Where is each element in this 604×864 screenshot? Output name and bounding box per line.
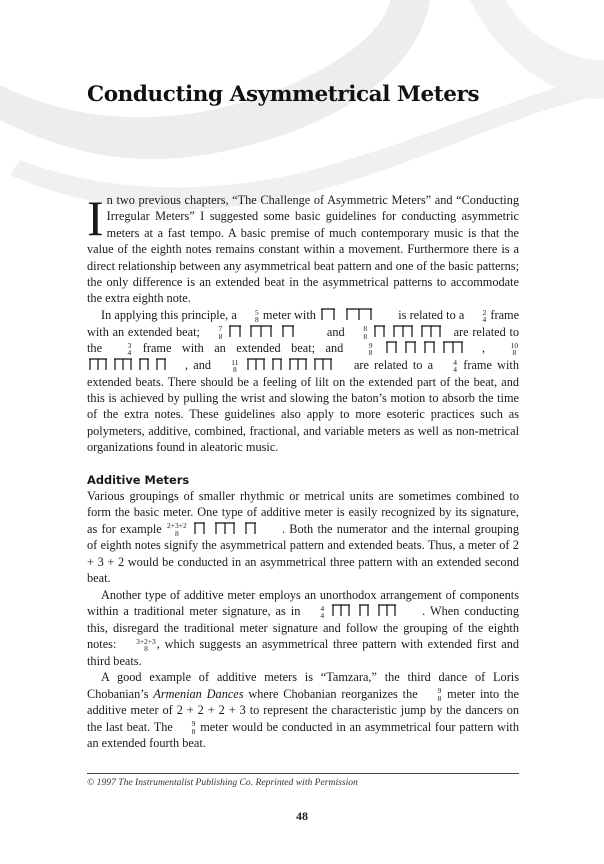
notes-3-2-3-3 [245, 357, 349, 371]
text-run: , and [185, 357, 212, 372]
text-run: frame with extended beats. There should be a feeling of lilt on the extended part of the beat, and this is achieved by pulling the wrist and slowing the baton’s motion to absorb the time of the extra notes. These guidelines also apply to more esoteric practices such as polymeters, additive, combined, fractional, and variable meters as well as non-metrical organizations found in aleatoric music. [87, 357, 519, 455]
meter-3-4: 3 4 [127, 340, 132, 358]
text-run: frame with an extended beat; [87, 307, 520, 339]
footer-divider [87, 773, 519, 774]
text-run: . When conducting this, disregard the traditional meter signature and follow the grouping of the eighth notes: [87, 604, 519, 652]
text-run: are related to a [353, 357, 434, 372]
notes-2-3-3 [372, 324, 450, 338]
notes-3-3-2-2 [87, 357, 185, 371]
watermark-arc-upper [0, 0, 430, 159]
intro-text: n two previous chapters, “The Challenge of Asymmetric Meters” and “Conducting Irregular Meters” I suggested some basic guidelines for conducting asymmetric meters at a fast tempo. A basic premise of much contemporary music is that the value of the eighth notes remains constant within a movement. Furthermore there is a direct relationship between any asymmetrical beat pattern and one of the basic patterns; the only difference is an extended beat in the asymmetrical patterns to accommodate the extra eighth note. [87, 193, 519, 306]
text-run: meter with [262, 307, 316, 322]
notes-2-3-2 [192, 521, 282, 535]
notes-2-3-2 [227, 324, 323, 338]
meter-2-4: 2 4 [482, 307, 487, 325]
text-run: meter into the additive meter of 2 + 2 + 2 + 3 to represent the characteristic jump by the dancers on the last beat. The [87, 686, 519, 734]
text-run: . Both the numerator and the internal grouping of eighth notes signify the asymmetrical pattern and extended beats. Thus, a meter of 2 + 3 + 2 would be conducted in an asymmetrical three pattern with an extended second beat. [87, 521, 519, 586]
meter-10-8: 10 8 [510, 340, 519, 358]
meter-3p2p3-8: 3+2+3 8 [136, 636, 156, 654]
section-heading: Additive Meters [87, 472, 190, 487]
meter-8-8: 8 8 [363, 324, 368, 341]
page-number: 48 [296, 809, 308, 823]
text-run: meter would be conducted in an asymmetrical four pattern with an extended fourth beat. [87, 719, 519, 751]
page-title: Conducting Asymmetrical Meters [87, 82, 480, 107]
additive-paragraph-3 [87, 669, 519, 752]
notes-3-2-3 [330, 603, 422, 617]
text-run: Another type of additive meter employs an unorthodox arrangement of components within a traditional meter signature, as in [87, 587, 519, 619]
meter-2p3p2-8: 2+3+2 8 [166, 521, 187, 538]
meter-4-4: 4 4 [453, 357, 458, 375]
additive-paragraph-1 [87, 488, 519, 587]
meter-5-8: 5 8 [255, 307, 259, 325]
work-title: Armenian Dances [153, 686, 244, 701]
drop-cap: I [87, 190, 104, 246]
notes-2-3 [319, 307, 395, 321]
meter-9-8: 9 8 [437, 686, 442, 703]
text-run: and [326, 324, 345, 339]
text-run: is related to a [398, 307, 465, 322]
notes-2-2-2-3 [384, 340, 482, 354]
text-run: , which suggests an asymmetrical three pattern with extended first and third beats. [87, 637, 519, 668]
meter-7-8: 7 8 [218, 324, 223, 341]
text-run: where Chobanian reorganizes the [248, 686, 418, 701]
copyright-footer: © 1997 The Instrumentalist Publishing Co. Reprinted with Permission [87, 777, 358, 788]
principle-paragraph [87, 307, 519, 456]
meter-4-4: 4 4 [320, 603, 325, 621]
text-run: are related to the [87, 324, 520, 356]
watermark-leaf [470, 0, 604, 99]
text-run: , [482, 341, 486, 356]
text-run: Various groupings of smaller rhythmic or metrical units are sometimes combined to form the basic meter. One type of additive meter is easily recognized by its signature, as for example [87, 488, 519, 536]
text-run: frame with an extended beat; and [142, 341, 344, 356]
meter-11-8: 11 8 [231, 357, 239, 375]
additive-paragraph-2 [87, 587, 519, 670]
text-run: A good example of additive meters is “Tamzara,” the third dance of Loris Chobanian’s [87, 670, 519, 701]
meter-9-8: 9 8 [368, 340, 373, 358]
intro-paragraph [87, 192, 519, 307]
text-run: In applying this principle, a [101, 307, 237, 322]
meter-9-8: 9 8 [191, 719, 196, 736]
article-body [87, 192, 519, 752]
